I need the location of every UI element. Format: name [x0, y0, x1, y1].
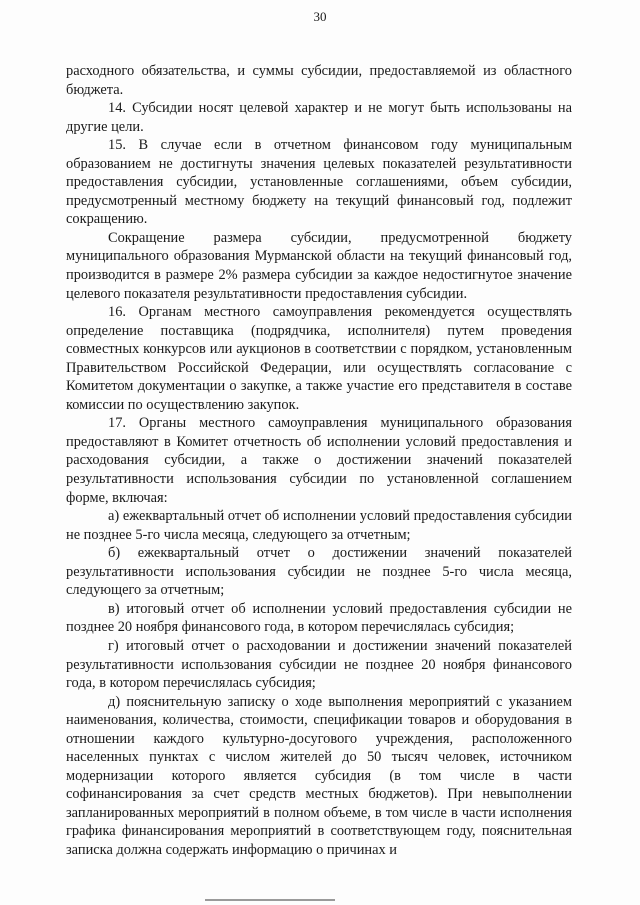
footer-divider — [205, 899, 335, 901]
paragraph-16: 16. Органам местного самоуправления рекомендуется осуществлять определение поставщика (подрядчика, исполнителя) путем проведения совместных конкурсов или аукционов в соответствии с порядком, установленным Правительством Российской Федерации, или осуществлять согласование с Комитетом документации о закупке, а также участие его представителя в составе комиссии по осуществлению закупок. — [66, 304, 572, 413]
paragraph-continuation: расходного обязательства, и суммы субсидии, предоставляемой из областного бюджета. — [66, 63, 572, 98]
paragraph-15-reduction: Сокращение размера субсидии, предусмотренной бюджету муниципального образования Мурманской области на текущий финансовый год, производится в размере 2% размера субсидии за каждое недостигнутое значение целевого показателя результативности предоставления субсидии. — [66, 229, 572, 302]
paragraph-17-item-v: в) итоговый отчет об исполнении условий предоставления субсидии не позднее 20 ноября финансового года, в котором перечислялась субсидия; — [66, 600, 572, 636]
document-body — [66, 62, 572, 860]
page-number: 30 — [313, 9, 327, 24]
paragraph-15: 15. В случае если в отчетном финансовом году муниципальным образованием не достигнуты значения целевых показателей результативности предоставления субсидии, установленные соглашениями, объем субсидии, предусмотренный местному бюджету на текущий финансовый год, подлежит сокращению. — [66, 137, 572, 228]
paragraph-17-item-g: г) итоговый отчет о расходовании и достижении значений показателей результативности использования субсидии не позднее 20 ноября финансового года, в котором перечислялась субсидия; — [66, 637, 572, 692]
paragraph-17-item-d: д) пояснительную записку о ходе выполнения мероприятий с указанием наименования, количества, стоимости, спецификации товаров и оборудования в отношении каждого культурно-досугового учреждения, расположенного населенных пунктах с числом жителей до 50 тысяч человек, источником модернизации которого является субсидия (в том числе в части софинансирования за счет средств местных бюджетов). При невыполнении запланированных мероприятий в полном объеме, в том числе в части исполнения графика финансирования мероприятий в соответствующем году, пояснительная записка должна содержать информацию о причинах и — [66, 693, 572, 858]
paragraph-14: 14. Субсидии носят целевой характер и не могут быть использованы на другие цели. — [66, 100, 572, 135]
paragraph-17: 17. Органы местного самоуправления муниципального образования предоставляют в Комитет отчетность об исполнении условий предоставления и расходования субсидии, а также о достижении значений показателей результативности использования субсидии по установленной соглашением форме, включая: — [66, 415, 572, 506]
paragraph-17-item-a: а) ежеквартальный отчет об исполнении условий предоставления субсидии не позднее 5-го числа месяца, следующего за отчетным; — [66, 508, 572, 543]
paragraph-17-item-b: б) ежеквартальный отчет о достижении значений показателей результативности использования субсидии не позднее 5-го числа месяца, следующего за отчетным; — [66, 545, 572, 599]
